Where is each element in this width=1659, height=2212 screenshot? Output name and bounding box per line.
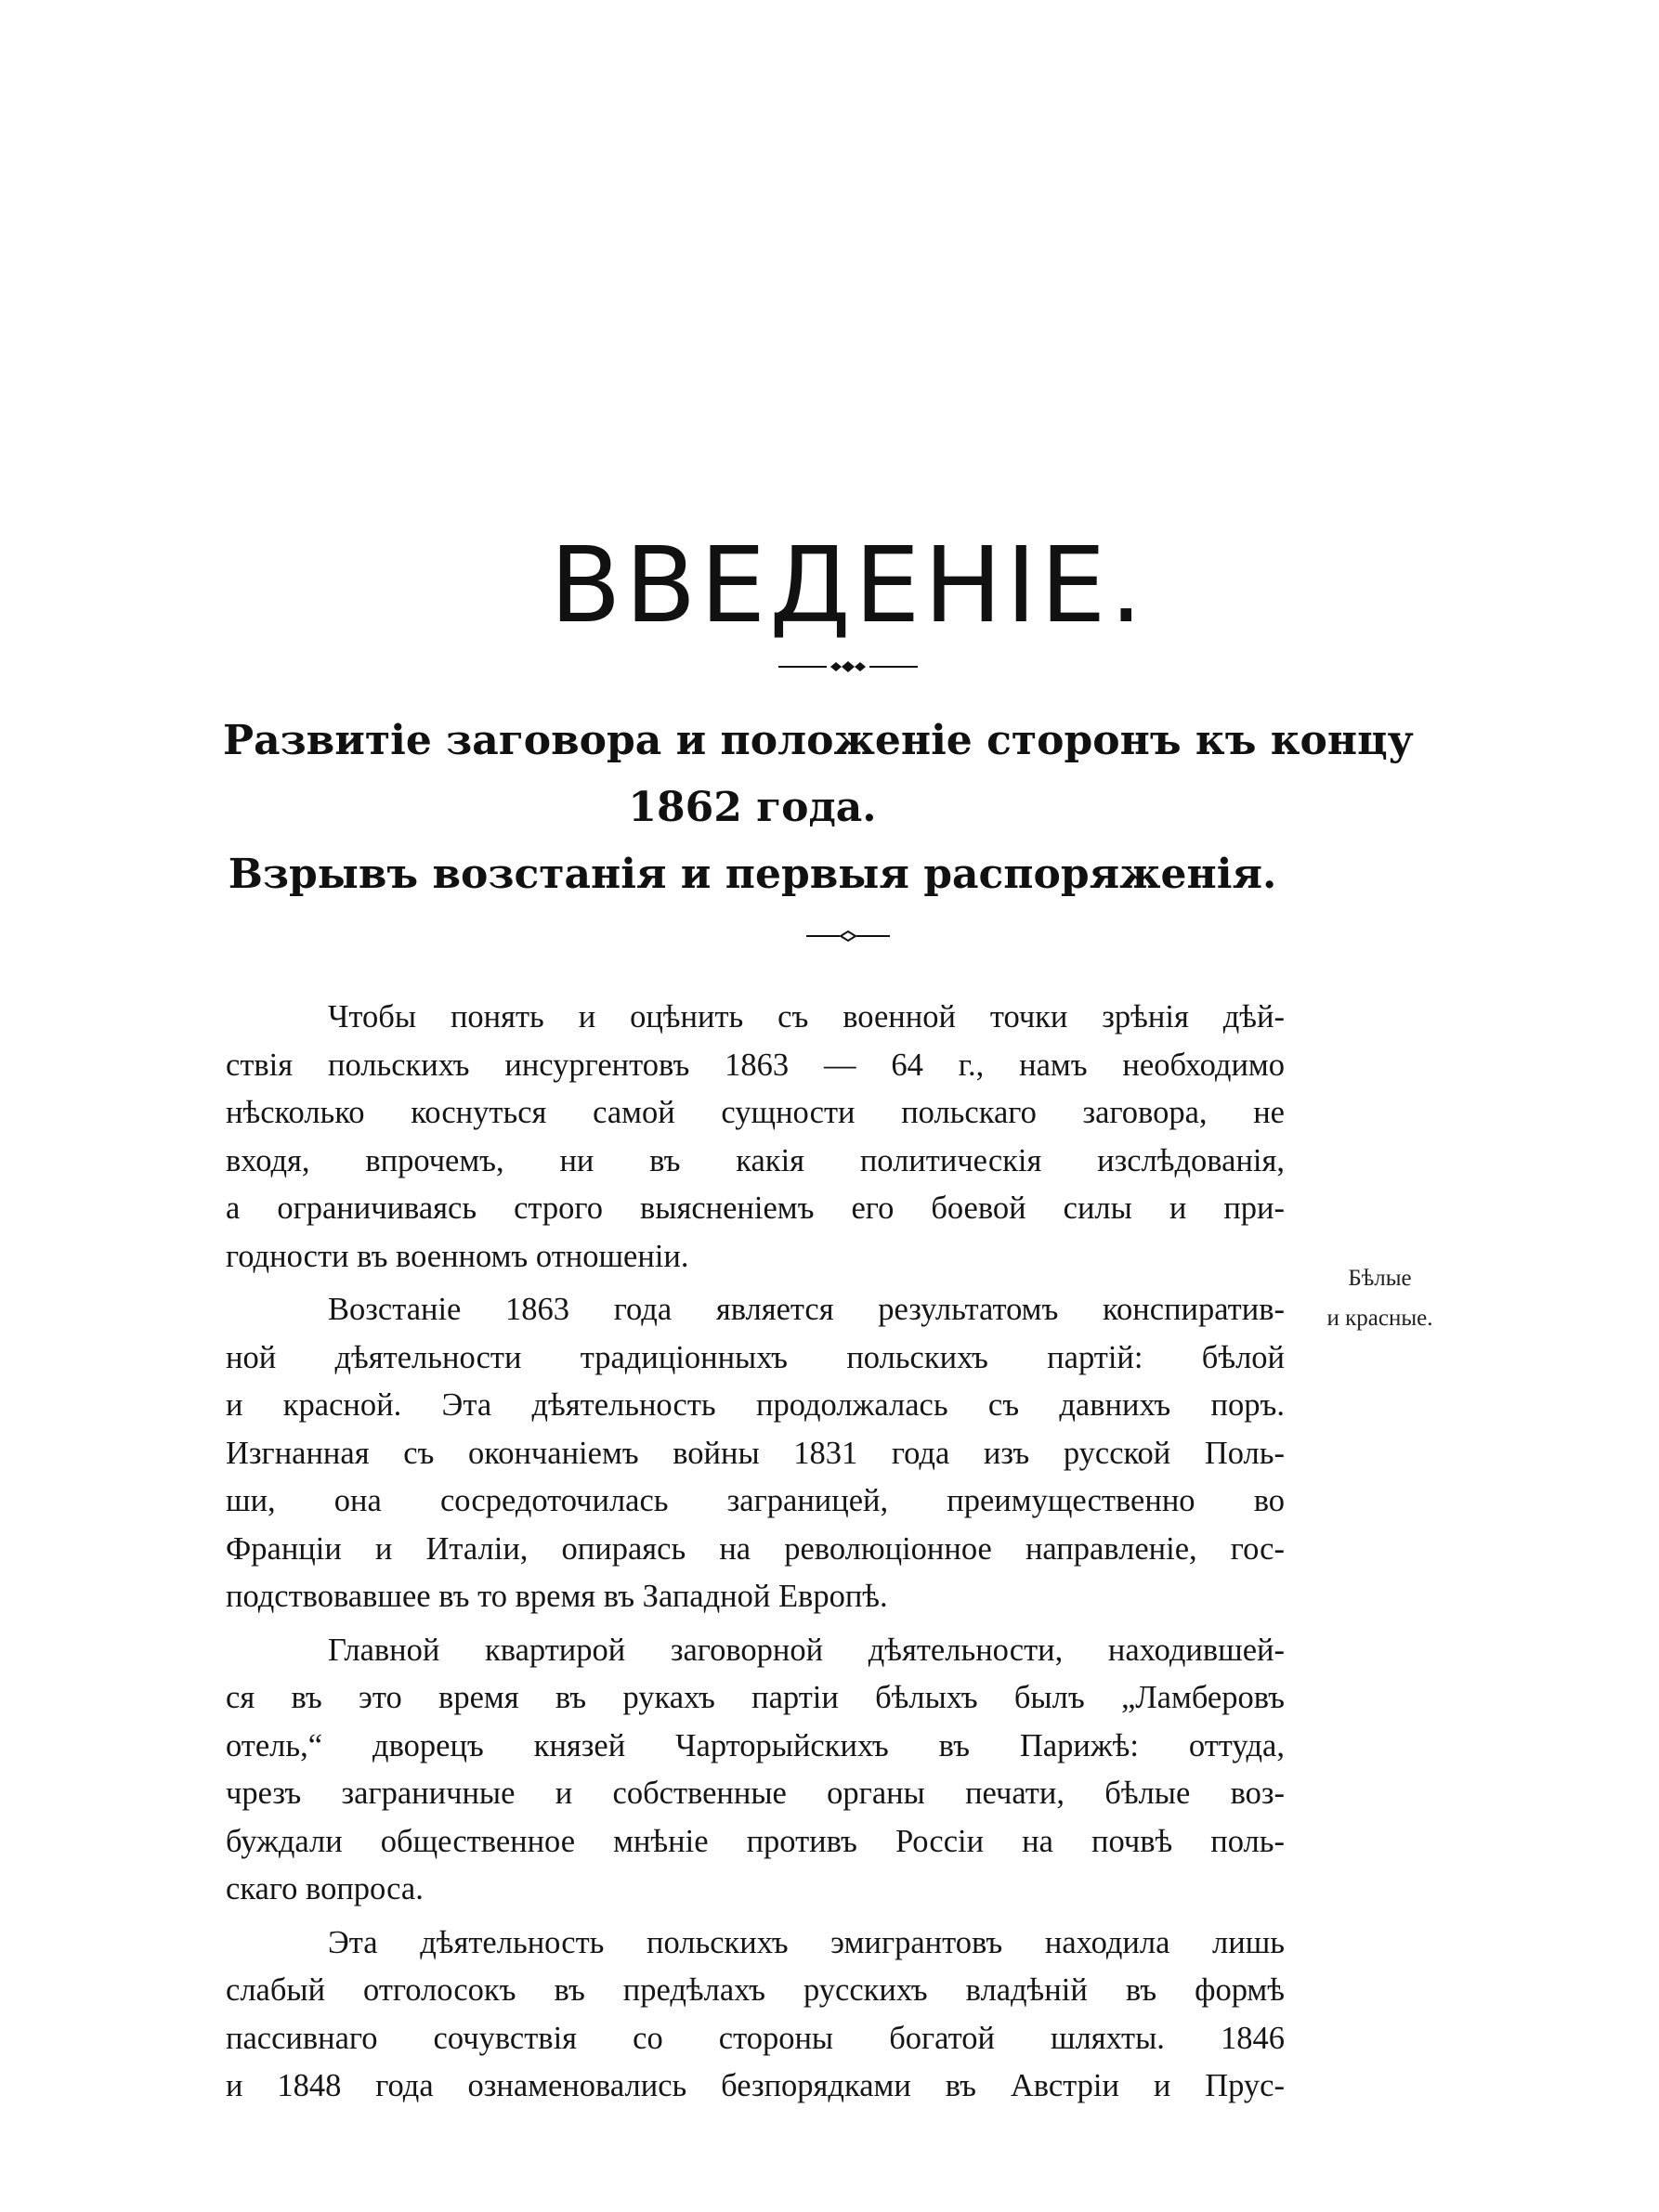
text-line: Чтобы понять и оцѣнить съ военной точки зрѣнія дѣй- (328, 999, 1285, 1034)
chapter-title: ВВЕДЕНІЕ. (549, 526, 1147, 646)
text-line: пассивнаго сочувствія со стороны богатой шляхты. 1846 (226, 2020, 1285, 2056)
margin-note-line-2: и красные. (1326, 1306, 1433, 1331)
paragraph-4 (226, 1919, 1285, 2111)
paragraph-1 (226, 994, 1285, 1281)
text-line: скаго вопроса. (226, 1871, 424, 1906)
text-line: Франціи и Италіи, опираясь на революціонное направленіе, гос- (226, 1530, 1285, 1567)
text-line: чрезъ заграничные и собственные органы печати, бѣлые воз- (226, 1776, 1285, 1811)
paragraph-3 (226, 1627, 1285, 1914)
margin-note (1299, 1258, 1461, 1338)
text-line: слабый отголосокъ въ предѣлахъ русскихъ владѣній въ формѣ (226, 1972, 1285, 2008)
text-line: ся въ это время въ рукахъ партіи бѣлыхъ былъ „Ламберовъ (226, 1680, 1285, 1715)
text-line: ствія польскихъ инсургентовъ 1863 — 64 г., намъ необходимо (226, 1047, 1285, 1083)
title-ornament-divider (0, 659, 1659, 678)
text-line: отель,“ дворецъ князей Чарторыйскихъ въ Парижѣ: оттуда, (226, 1727, 1285, 1763)
text-line: входя, впрочемъ, ни въ какія политическія изслѣдованія, (226, 1142, 1285, 1178)
subtitle-line-2: 1862 года. (628, 784, 877, 831)
text-line: годности въ военномъ отношеніи. (226, 1238, 689, 1274)
body-text (226, 994, 1285, 2116)
text-line: а ограничиваясь строго выясненіемъ его боевой силы и при- (226, 1191, 1285, 1226)
text-line: Главной квартирой заговорной дѣятельности, находившей- (328, 1632, 1285, 1668)
text-line: Изгнанная съ окончаніемъ войны 1831 года изъ русской Поль- (226, 1435, 1285, 1471)
margin-note-line-1: Бѣлые (1348, 1266, 1412, 1291)
text-line: и 1848 года ознаменовались безпорядками въ Австріи и Прус- (226, 2068, 1285, 2103)
subtitle-line-1: Развитіе заговора и положеніе сторонъ къ концу (223, 717, 1414, 764)
text-line: Эта дѣятельность польскихъ эмигрантовъ находила лишь (328, 1924, 1285, 1960)
text-line: подствовавшее въ то время въ Западной Европѣ. (226, 1579, 888, 1614)
subtitle-ornament-divider (0, 929, 1659, 947)
text-line: буждали общественное мнѣніе противъ Россіи на почвѣ поль- (226, 1823, 1285, 1859)
subtitle-line-3: Взрывъ возстанія и первыя распоряженія. (228, 851, 1277, 898)
text-line: нѣсколько коснуться самой сущности польскаго заговора, не (226, 1095, 1285, 1130)
chapter-subtitle (223, 708, 1414, 908)
text-line: ной дѣятельности традиціонныхъ польскихъ партій: бѣлой (226, 1339, 1285, 1375)
text-line: Возстаніе 1863 года является результатомъ конспиратив- (328, 1292, 1285, 1327)
text-line: ши, она сосредоточилась заграницей, преимущественно во (226, 1483, 1285, 1518)
text-line: и красной. Эта дѣятельность продолжалась съ давнихъ поръ. (226, 1387, 1285, 1423)
paragraph-2 (226, 1286, 1285, 1621)
